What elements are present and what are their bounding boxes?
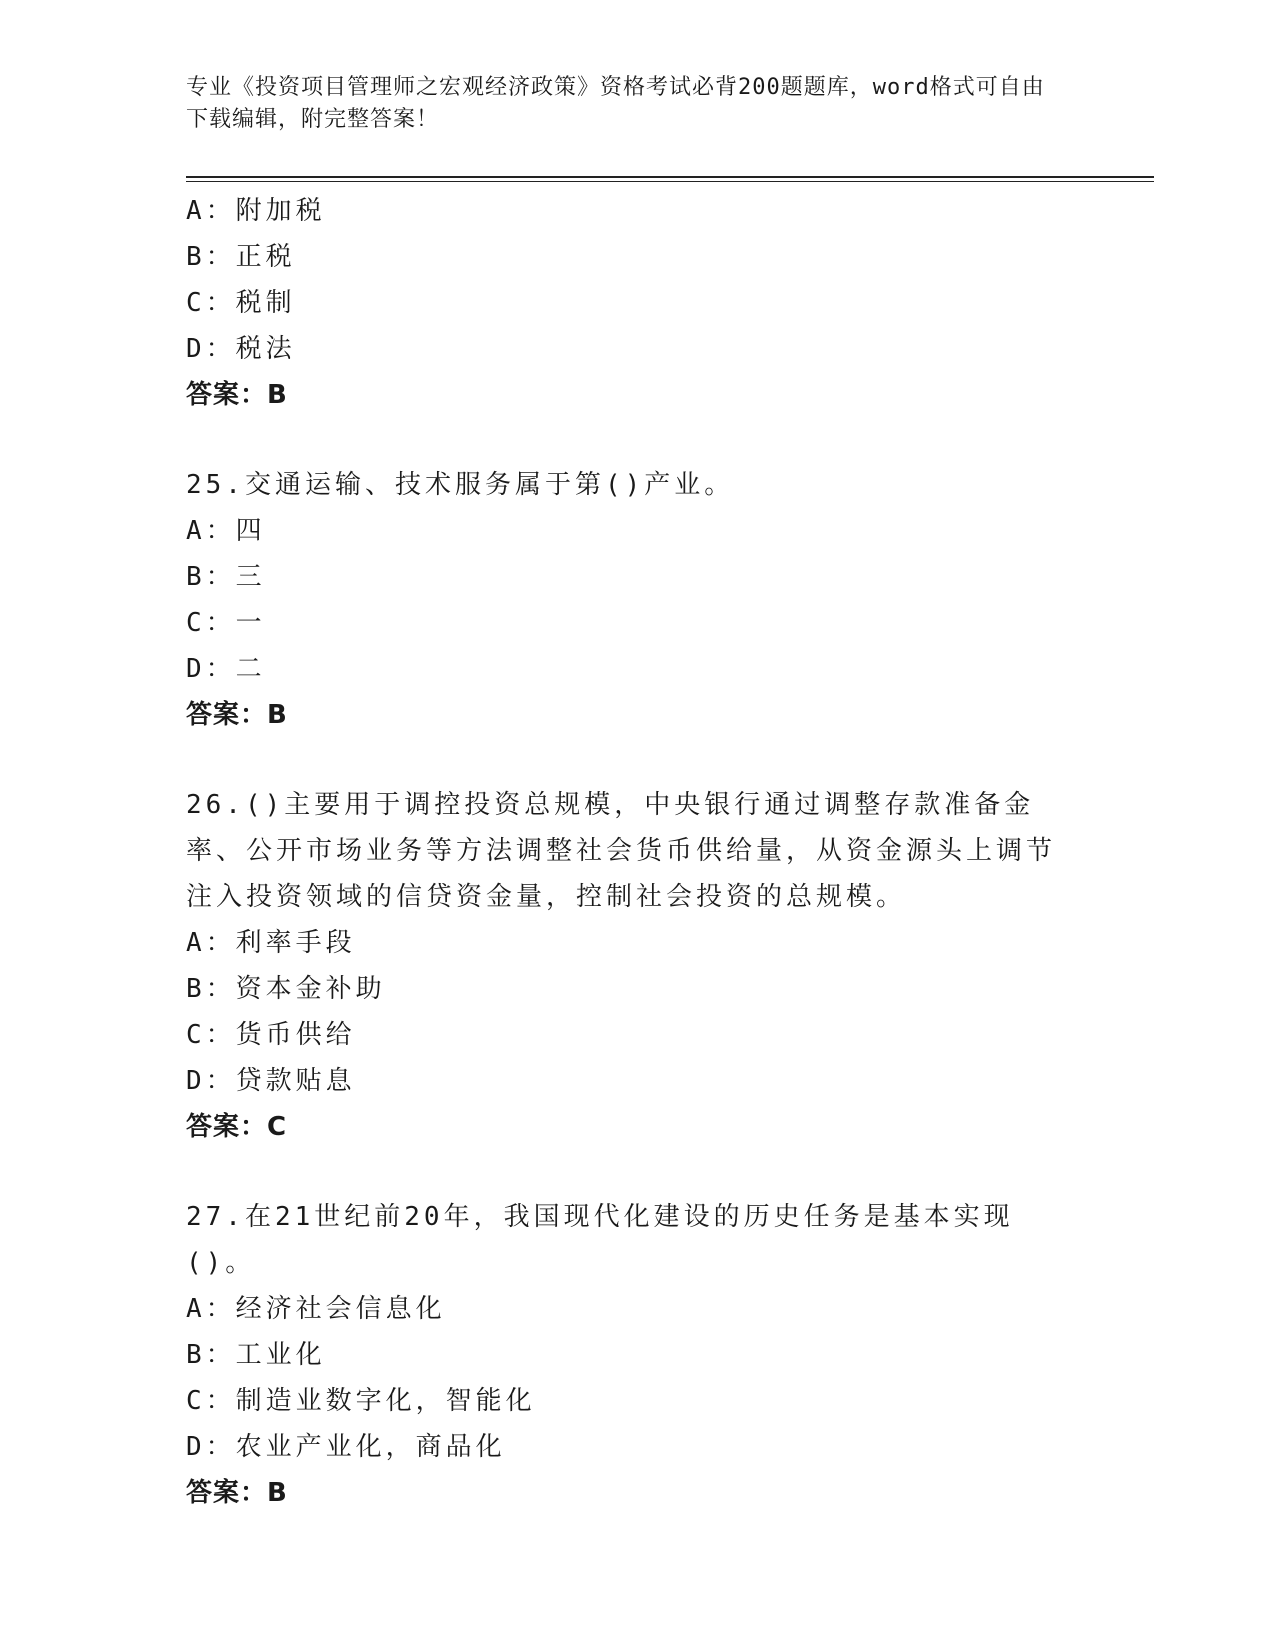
question-stem: 26.()主要用于调控投资总规模，中央银行通过调整存款准备金率、公开市场业务等方法调整社会货币供给量，从资金源头上调节注入投资领域的信贷资金量，控制社会投资的总规模。: [186, 790, 1057, 912]
option-c: C：一: [186, 608, 266, 638]
answer-line: 答案：B: [186, 700, 288, 730]
answer-line: 答案：B: [186, 1478, 288, 1508]
option-a: A：附加税: [186, 196, 326, 226]
question-stem: 25.交通运输、技术服务属于第()产业。: [186, 470, 735, 500]
option-b: B：工业化: [186, 1340, 326, 1370]
option-d: D：税法: [186, 334, 296, 364]
option-b: B：三: [186, 562, 266, 592]
option-b: B：正税: [186, 242, 296, 272]
question-stem: 27.在21世纪前20年，我国现代化建设的历史任务是基本实现()。: [186, 1202, 1014, 1278]
header-divider: [186, 176, 1154, 182]
question-block-26: [186, 782, 1086, 1150]
option-b: B：资本金补助: [186, 974, 386, 1004]
option-a: A：经济社会信息化: [186, 1294, 446, 1324]
answer-line: 答案：C: [186, 1112, 288, 1142]
option-a: A：四: [186, 516, 266, 546]
option-a: A：利率手段: [186, 928, 356, 958]
option-c: C：制造业数字化，智能化: [186, 1386, 536, 1416]
document-header: 专业《投资项目管理师之宏观经济政策》资格考试必背200题题库，word格式可自由下载编辑，附完整答案！: [186, 75, 1045, 132]
option-d: D：二: [186, 654, 266, 684]
option-d: D：贷款贴息: [186, 1066, 356, 1096]
document-body: [186, 188, 1086, 1516]
question-block-27: [186, 1194, 1086, 1516]
option-d: D：农业产业化，商品化: [186, 1432, 506, 1462]
answer-line: 答案：B: [186, 380, 288, 410]
option-c: C：货币供给: [186, 1020, 356, 1050]
option-c: C：税制: [186, 288, 296, 318]
question-block-24: [186, 188, 1086, 418]
question-block-25: [186, 462, 1086, 738]
